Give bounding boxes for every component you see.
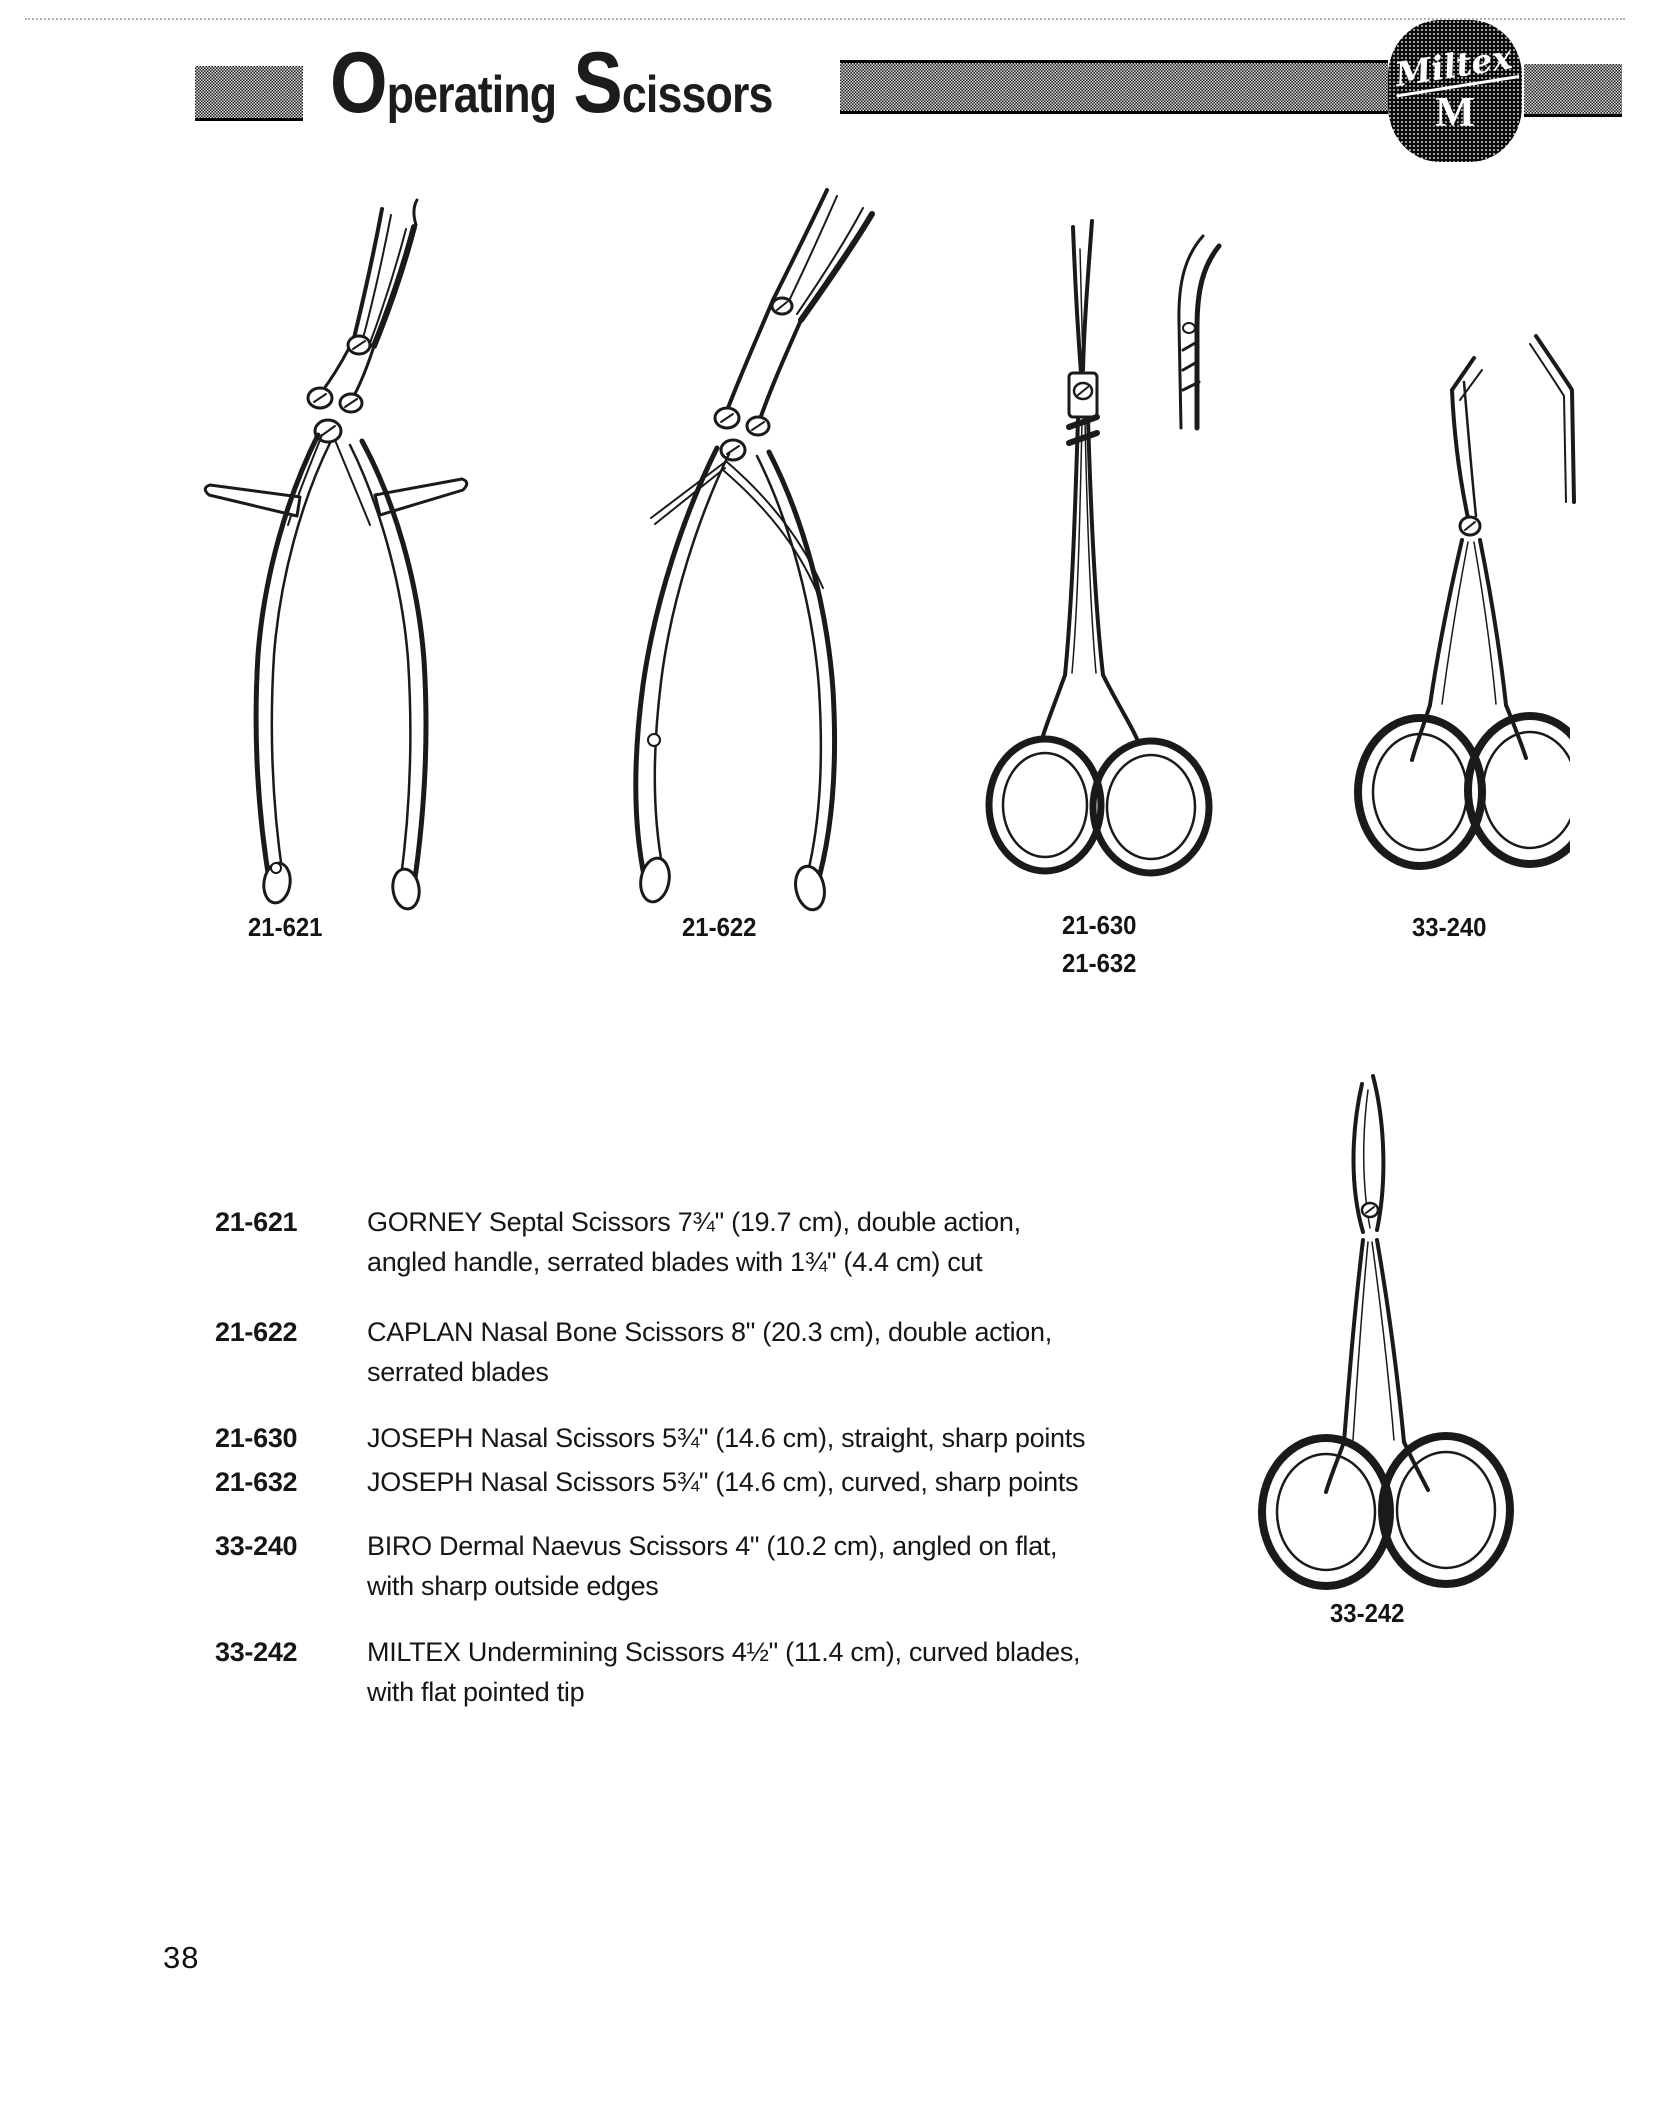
- catalog-code: 21-632: [215, 1467, 298, 1497]
- figure-miltex-undermining-scissors: [1250, 1060, 1530, 1620]
- catalog-code: 33-242: [215, 1637, 298, 1667]
- description-line: CAPLAN Nasal Bone Scissors 8" (20.3 cm), double action,: [367, 1317, 1052, 1347]
- catalog-row-21-630: [215, 1418, 1115, 1458]
- catalog-row-21-622: [215, 1312, 1115, 1392]
- miltex-logo-initial: M: [1435, 89, 1475, 136]
- catalog-description: [367, 1526, 1057, 1606]
- figure-label-33-242: 33-242: [1330, 1598, 1405, 1628]
- figure-label-33-240: 33-240: [1412, 912, 1487, 942]
- page-number: 38: [163, 1940, 200, 1975]
- header-left-block: [195, 66, 303, 121]
- curved-tip-illustration: [1163, 228, 1223, 433]
- catalog-code: 21-622: [215, 1317, 298, 1347]
- catalog-list: [215, 1202, 1115, 1712]
- description-line: with flat pointed tip: [367, 1677, 585, 1707]
- catalog-description: [367, 1462, 1078, 1502]
- scan-artifact-line: [25, 18, 1625, 20]
- catalog-code: 21-630: [215, 1423, 298, 1453]
- figure-label-21-621: 21-621: [248, 912, 323, 942]
- inset-curved-tip-21-632: [1163, 228, 1223, 433]
- gorney-scissors-illustration: [170, 195, 500, 915]
- figure-label-21-632: 21-632: [1062, 948, 1137, 978]
- catalog-code: 21-621: [215, 1207, 298, 1237]
- catalog-code: 33-240: [215, 1531, 298, 1561]
- catalog-row-33-242: [215, 1632, 1115, 1712]
- page-title: [330, 34, 773, 133]
- miltex-logo-script: Miltex: [1391, 39, 1519, 97]
- figure-label-21-622: 21-622: [682, 912, 757, 942]
- angled-tip-illustration: [1528, 332, 1588, 507]
- catalog-row-33-240: [215, 1526, 1115, 1606]
- description-line: JOSEPH Nasal Scissors 5¾" (14.6 cm), curved, sharp points: [367, 1467, 1079, 1497]
- catalog-description: [367, 1632, 1080, 1712]
- caplan-scissors-illustration: [575, 180, 895, 920]
- miltex-logo: [1388, 20, 1522, 162]
- catalog-description: [367, 1418, 1085, 1458]
- figure-gorney-septal-scissors: [170, 195, 500, 915]
- figure-label-21-630: 21-630: [1062, 910, 1137, 940]
- description-line: angled handle, serrated blades with 1¾" (4.4 cm) cut: [367, 1247, 983, 1277]
- header-bar: [840, 60, 1388, 114]
- title-word: Scissors: [573, 35, 773, 131]
- description-line: MILTEX Undermining Scissors 4½" (11.4 cm), curved blades,: [367, 1637, 1081, 1667]
- description-line: BIRO Dermal Naevus Scissors 4" (10.2 cm), angled on flat,: [367, 1531, 1058, 1561]
- description-line: with sharp outside edges: [367, 1571, 659, 1601]
- catalog-row-21-621: [215, 1202, 1115, 1282]
- header-right-block: [1524, 64, 1622, 117]
- description-line: GORNEY Septal Scissors 7¾" (19.7 cm), double action,: [367, 1207, 1021, 1237]
- inset-angled-tip-33-240: [1528, 332, 1588, 507]
- catalog-description: [367, 1312, 1052, 1392]
- description-line: serrated blades: [367, 1357, 549, 1387]
- title-word: Operating: [330, 35, 557, 131]
- undermining-scissors-illustration: [1250, 1060, 1530, 1620]
- figure-caplan-nasal-bone-scissors: [575, 180, 895, 920]
- description-line: JOSEPH Nasal Scissors 5¾" (14.6 cm), straight, sharp points: [367, 1423, 1086, 1453]
- catalog-description: [367, 1202, 1021, 1282]
- catalog-row-21-632: [215, 1462, 1115, 1502]
